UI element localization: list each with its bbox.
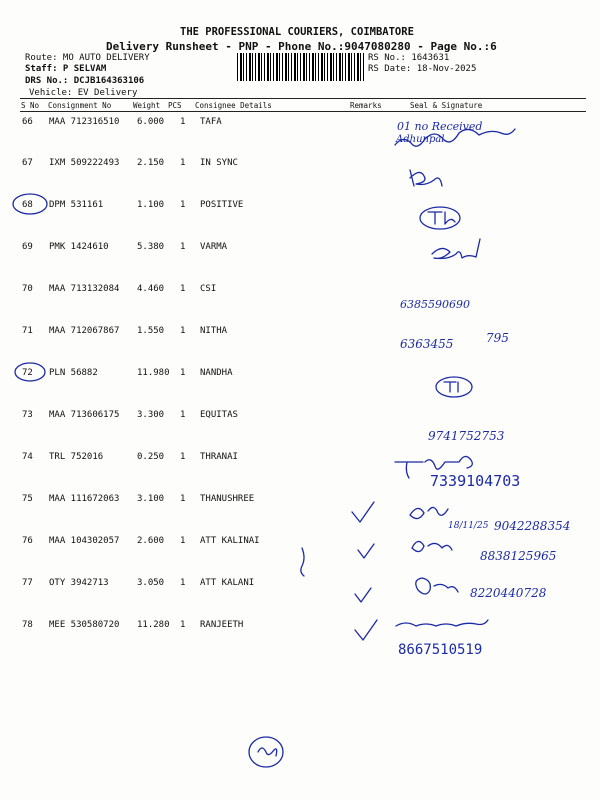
row-consignment: OTY 3942713	[49, 578, 109, 588]
row-consignee: IN SYNC	[200, 158, 238, 168]
row-sno: 72	[22, 368, 33, 378]
circle-mark-72	[15, 363, 45, 381]
row-pcs: 1	[180, 117, 186, 127]
ink-66-b: Adhunpal	[396, 134, 445, 145]
row-weight: 2.600	[137, 536, 165, 546]
row-weight: 3.100	[137, 494, 165, 504]
signature-68	[420, 207, 460, 229]
col-seal-signature: Seal & Signature	[410, 101, 483, 110]
row-sno: 76	[22, 536, 33, 546]
row-sno: 77	[22, 578, 33, 588]
row-consignment: MAA 712316510	[49, 117, 120, 127]
ink-70-phone: 6385590690	[400, 298, 470, 311]
row-consignment: MAA 712067867	[49, 326, 120, 336]
row-consignee: THRANAI	[200, 452, 238, 462]
row-sno: 78	[22, 620, 33, 630]
row-weight: 3.300	[137, 410, 165, 420]
signature-78	[396, 620, 488, 626]
side-note-76	[301, 548, 304, 576]
tick-75	[352, 502, 374, 522]
row-sno: 68	[22, 200, 33, 210]
circle-mark-68	[13, 194, 47, 214]
ink-66-a: 01 no Received	[397, 120, 483, 133]
route-label: Route: MO AUTO DELIVERY	[25, 53, 150, 63]
row-weight: 0.250	[137, 452, 165, 462]
row-weight: 3.050	[137, 578, 165, 588]
row-sno: 74	[22, 452, 33, 462]
row-consignee: ATT KALINAI	[200, 536, 260, 546]
signature-68-stroke	[428, 212, 455, 224]
ink-71-phone: 6363455	[400, 337, 454, 351]
row-weight: 11.980	[137, 368, 170, 378]
row-pcs: 1	[180, 368, 186, 378]
row-consignee: NITHA	[200, 326, 228, 336]
ink-73-phone: 9741752753	[428, 429, 505, 443]
signature-76	[412, 541, 452, 551]
rs-number: RS No.: 1643631	[368, 53, 450, 63]
row-weight: 1.100	[137, 200, 165, 210]
signature-67	[410, 170, 442, 186]
row-consignee: RANJEETH	[200, 620, 244, 630]
signature-77	[416, 578, 458, 594]
col-consignment: Consignment No	[48, 101, 112, 110]
row-pcs: 1	[180, 158, 186, 168]
row-consignee: THANUSHREE	[200, 494, 255, 504]
row-consignee: VARMA	[200, 242, 228, 252]
col-pcs: PCS	[168, 101, 182, 110]
row-weight: 11.280	[137, 620, 170, 630]
row-pcs: 1	[180, 200, 186, 210]
row-weight: 6.000	[137, 117, 165, 127]
ink-78-phone: 8667510519	[398, 642, 483, 658]
row-pcs: 1	[180, 410, 186, 420]
row-pcs: 1	[180, 620, 186, 630]
row-consignment: IXM 509222493	[49, 158, 120, 168]
tick-78	[355, 620, 377, 640]
row-weight: 2.150	[137, 158, 165, 168]
col-remarks: Remarks	[350, 101, 382, 110]
row-consignee: NANDHA	[200, 368, 233, 378]
row-sno: 66	[22, 117, 33, 127]
row-pcs: 1	[180, 326, 186, 336]
row-consignment: MAA 713606175	[49, 410, 120, 420]
rs-date: RS Date: 18-Nov-2025	[368, 64, 477, 74]
row-consignment: MAA 104302057	[49, 536, 120, 546]
row-pcs: 1	[180, 452, 186, 462]
ink-76-phone: 8838125965	[480, 549, 557, 563]
col-sno: S No	[21, 101, 40, 110]
runsheet-subtitle: Delivery Runsheet - PNP - Phone No.:9047080280 - Page No.:6	[106, 40, 497, 53]
row-consignee: TAFA	[200, 117, 222, 127]
row-pcs: 1	[180, 242, 186, 252]
row-sno: 67	[22, 158, 33, 168]
row-weight: 5.380	[137, 242, 165, 252]
row-sno: 69	[22, 242, 33, 252]
row-consignee: ATT KALANI	[200, 578, 255, 588]
signature-69	[432, 239, 480, 259]
row-pcs: 1	[180, 284, 186, 294]
row-sno: 71	[22, 326, 33, 336]
row-pcs: 1	[180, 494, 186, 504]
drs-number: DRS No.: DCJB164363106	[25, 76, 145, 86]
row-consignment: MEE 530580720	[49, 620, 120, 630]
ink-75-date: 18/11/25	[448, 521, 489, 531]
row-consignment: PLN 56882	[49, 368, 98, 378]
row-consignee: CSI	[200, 284, 217, 294]
row-pcs: 1	[180, 536, 186, 546]
row-consignment: DPM 531161	[49, 200, 104, 210]
ink-74-phone: 7339104703	[430, 472, 521, 490]
row-consignee: POSITIVE	[200, 200, 244, 210]
staff-label: Staff: P SELVAM	[25, 64, 107, 74]
ink-77-phone: 8220440728	[470, 586, 547, 600]
row-pcs: 1	[180, 578, 186, 588]
row-weight: 1.550	[137, 326, 165, 336]
col-weight: Weight	[133, 101, 161, 110]
row-weight: 4.460	[137, 284, 165, 294]
ink-75-phone: 9042288354	[494, 519, 571, 533]
vehicle-label: Vehicle: EV Delivery	[29, 88, 138, 98]
row-consignment: MAA 713132084	[49, 284, 120, 294]
ink-71-phone2: 795	[486, 331, 509, 345]
row-consignee: EQUITAS	[200, 410, 238, 420]
company-title: THE PROFESSIONAL COURIERS, COIMBATORE	[180, 26, 414, 38]
row-consignment: TRL 752016	[49, 452, 104, 462]
row-consignment: MAA 111672063	[49, 494, 120, 504]
signature-75	[410, 507, 448, 518]
row-sno: 73	[22, 410, 33, 420]
row-sno: 70	[22, 284, 33, 294]
signature-72-stroke	[444, 382, 458, 392]
signature-72	[436, 377, 472, 397]
tick-76	[358, 544, 374, 558]
tick-77	[355, 588, 371, 602]
row-consignment: PMK 1424610	[49, 242, 109, 252]
page-number-mark	[258, 748, 277, 756]
row-sno: 75	[22, 494, 33, 504]
col-consignee: Consignee Details	[195, 101, 272, 110]
